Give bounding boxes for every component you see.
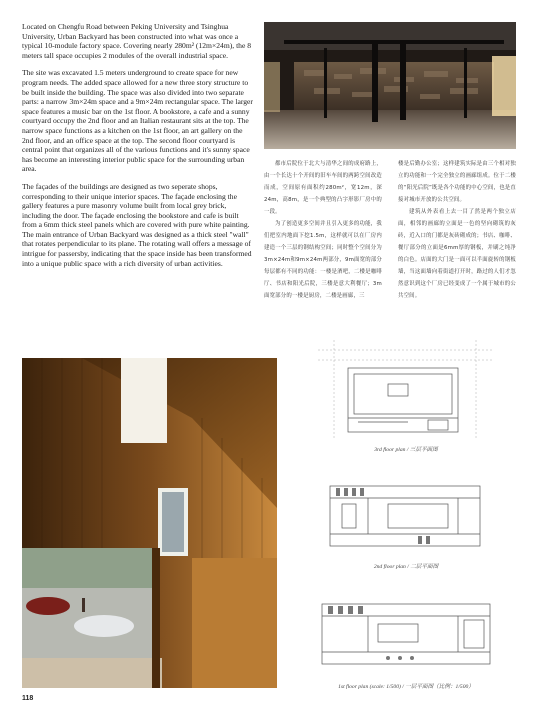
chinese-paragraph-3: 楼是后勤办公室；这样建筑实际是由三个相对独立的功能和一个完全独立的画廊组成。位于二楼的“阳光后院”既是各个功能的中心空间，也是直接对城市开放的公共空间。	[398, 161, 516, 203]
english-paragraph-3: The façades of the buildings are designed as two seperate shops, corresponding to their unique interior spaces. The façade enclosing the gallery features a pure masonry volume built from local grey brick, including the door. The façade enclosing the bookstore and cafe is built from a 6mm thick steel panels which are covered with pure white painting. The main entrance of Urban Backyard was designed as a thick steel "wall" that rotates perpendicular to its plane. The rotating wall offers a message of intrigue for passersby, indicating that the space inside has been transformed into a unique public space with a rich diversity of urban activities.	[22, 181, 252, 268]
chinese-text-column-left	[264, 158, 382, 302]
third-floor-caption: 3rd floor plan / 三层平面图	[374, 447, 438, 453]
second-floor-plan	[318, 468, 494, 560]
second-floor-caption: 2nd floor plan / 二层平面图	[373, 564, 439, 570]
third-floor-plan	[318, 340, 494, 438]
page-number: 118	[22, 695, 34, 702]
chinese-paragraph-4: 建筑从外表看上去一目了然是两个独立店面，相邻的画廊的立面是一色的坚向砌筑的灰砖，近入口的门都是灰砖砌成的；书店、咖啡、餐厅部分的立面是6mm厚的钢板，并刷之纯净的白色。店面的大门是一面可以半面旋转的钢板墙，当这面墙向着街道打开时，路过的人们才忽然意识到这个厂房已经变成了一个属于城市的公共空间。	[398, 209, 516, 299]
english-text-column	[22, 22, 254, 276]
chinese-paragraph-2: 为了创造更多空间并且引入更多的功能，我们把室内地面下挖1.5m，这样就可以在厂房内建造一个三层的钢结构空间；同时整个空间分为3m×24m和9m×24m两部分，9m面宽的部分每层都有不同的功能：一楼是酒吧，二楼是咖啡厅、书店和阳光后院，三楼是意大利餐厅；3m面宽部分的一楼是厨房，二楼是画廊，三	[264, 221, 383, 299]
interior-photo-top	[264, 22, 516, 149]
chinese-paragraph-1: 都市后院位于北大与清华之间的成府路上，由一个长达十个开间的旧车车间的两跨空间改造而成，空间原有面积约280m²，宽12m，深24m，高8m，是一个典型的凸字形影厂房中的一段。	[264, 161, 382, 215]
english-paragraph-1: Located on Chengfu Road between Peking University and Tsinghua University, Urban Backyard has been constructed into what was once a typical 10-module factory space. Covering nearly 280m² (12m×24m), the 8 meters tall space occupies 2 modules of the overall industrial space.	[22, 22, 252, 60]
first-floor-plan	[308, 590, 504, 676]
chinese-text-column-right	[398, 158, 516, 302]
first-floor-caption: 1st floor plan (scale: 1/500) / 一层平面图（比例：1/500）	[338, 684, 474, 690]
wood-interior-photo	[22, 358, 277, 688]
english-paragraph-2: The site was excavated 1.5 meters underground to create space for new program needs. The added space allowed for a new three story structure to be built inside the building. The space was also divided into two separate parts: a narrow 3m×24m space and a 9m×24m rectangular space. The larger space features a music bar on the 1st floor. A bookstore, a cafe and a sunny courtyard occupy the 2nd floor and an Italian restaurant sits at the top. The narrow space functions as a kitchen on the 1st floor, an art gallery on the 2nd floor, and an office space at the top. The second floor courtyard is central point that organizes all of the various functions and it's sunny space has become an interesting interior public space for the surrounding urban area.	[22, 68, 253, 174]
